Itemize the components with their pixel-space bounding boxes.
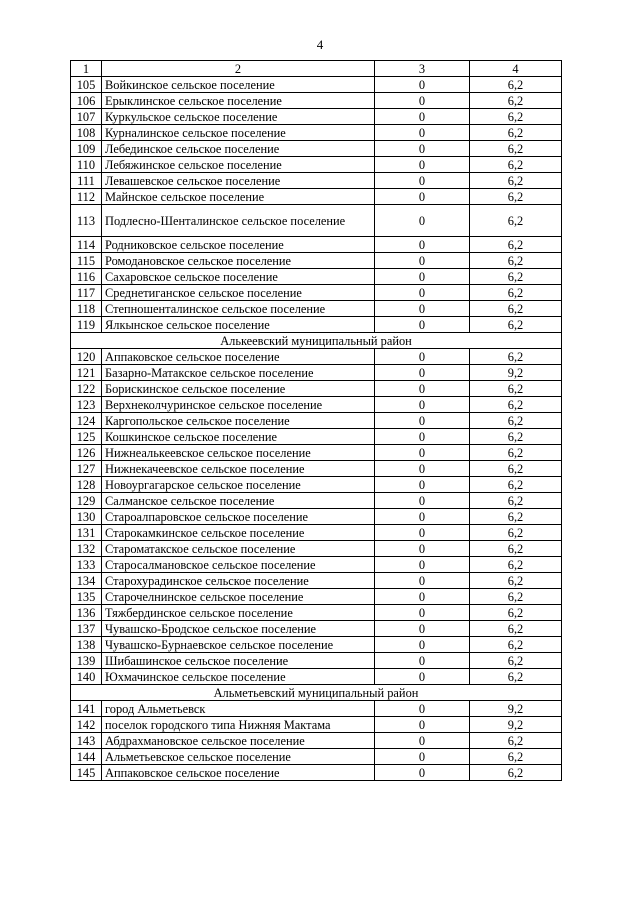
row-number: 134 — [71, 573, 102, 589]
row-number: 145 — [71, 765, 102, 781]
value-col-4: 6,2 — [470, 253, 562, 269]
value-col-4: 6,2 — [470, 541, 562, 557]
table-row — [71, 733, 562, 749]
value-col-3: 0 — [375, 205, 470, 237]
value-col-3: 0 — [375, 541, 470, 557]
value-col-4: 6,2 — [470, 653, 562, 669]
value-col-3: 0 — [375, 445, 470, 461]
settlement-name: Ромодановское сельское поселение — [102, 253, 375, 269]
row-number: 131 — [71, 525, 102, 541]
value-col-4: 6,2 — [470, 189, 562, 205]
table-row — [71, 445, 562, 461]
row-number: 128 — [71, 477, 102, 493]
settlement-name: Ялкынское сельское поселение — [102, 317, 375, 333]
row-number: 115 — [71, 253, 102, 269]
settlement-name: Тяжбердинское сельское поселение — [102, 605, 375, 621]
settlement-name: Лебяжинское сельское поселение — [102, 157, 375, 173]
value-col-4: 6,2 — [470, 237, 562, 253]
settlement-name: Нижнекачеевское сельское поселение — [102, 461, 375, 477]
value-col-3: 0 — [375, 285, 470, 301]
settlement-rates-table — [70, 60, 562, 781]
settlement-name: Верхнеколчуринское сельское поселение — [102, 397, 375, 413]
row-number: 107 — [71, 109, 102, 125]
value-col-3: 0 — [375, 157, 470, 173]
value-col-4: 6,2 — [470, 125, 562, 141]
value-col-4: 6,2 — [470, 381, 562, 397]
value-col-4: 6,2 — [470, 141, 562, 157]
settlement-name: Кошкинское сельское поселение — [102, 429, 375, 445]
value-col-3: 0 — [375, 701, 470, 717]
table-row — [71, 493, 562, 509]
table-row — [71, 541, 562, 557]
row-number: 137 — [71, 621, 102, 637]
settlement-name: Степношенталинское сельское поселение — [102, 301, 375, 317]
table-row — [71, 621, 562, 637]
settlement-name: Аппаковское сельское поселение — [102, 765, 375, 781]
value-col-4: 6,2 — [470, 749, 562, 765]
table-row — [71, 381, 562, 397]
value-col-4: 6,2 — [470, 317, 562, 333]
row-number: 124 — [71, 413, 102, 429]
value-col-3: 0 — [375, 381, 470, 397]
value-col-4: 6,2 — [470, 285, 562, 301]
row-number: 143 — [71, 733, 102, 749]
settlement-name: Староматакское сельское поселение — [102, 541, 375, 557]
row-number: 117 — [71, 285, 102, 301]
value-col-3: 0 — [375, 93, 470, 109]
settlement-name: Каргопольское сельское поселение — [102, 413, 375, 429]
value-col-3: 0 — [375, 589, 470, 605]
row-number: 141 — [71, 701, 102, 717]
value-col-4: 6,2 — [470, 589, 562, 605]
settlement-name: Старосалмановское сельское поселение — [102, 557, 375, 573]
section-title: Алькеевский муниципальный район — [71, 333, 562, 349]
value-col-4: 6,2 — [470, 77, 562, 93]
row-number: 118 — [71, 301, 102, 317]
value-col-4: 6,2 — [470, 573, 562, 589]
value-col-4: 6,2 — [470, 605, 562, 621]
settlement-name: Курналинское сельское поселение — [102, 125, 375, 141]
section-title: Альметьевский муниципальный район — [71, 685, 562, 701]
table-row — [71, 429, 562, 445]
value-col-4: 9,2 — [470, 365, 562, 381]
value-col-3: 0 — [375, 605, 470, 621]
value-col-4: 6,2 — [470, 493, 562, 509]
settlement-name: Родниковское сельское поселение — [102, 237, 375, 253]
row-number: 127 — [71, 461, 102, 477]
table-row — [71, 589, 562, 605]
header-col-3: 3 — [375, 61, 470, 77]
row-number: 116 — [71, 269, 102, 285]
row-number: 106 — [71, 93, 102, 109]
value-col-3: 0 — [375, 413, 470, 429]
value-col-3: 0 — [375, 141, 470, 157]
value-col-4: 6,2 — [470, 461, 562, 477]
table-row — [71, 461, 562, 477]
table-row — [71, 397, 562, 413]
table-row — [71, 237, 562, 253]
table-row — [71, 205, 562, 237]
settlement-name: Майнское сельское поселение — [102, 189, 375, 205]
section-header-row — [71, 685, 562, 701]
settlement-name: Салманское сельское поселение — [102, 493, 375, 509]
value-col-3: 0 — [375, 557, 470, 573]
value-col-3: 0 — [375, 669, 470, 685]
table-row — [71, 509, 562, 525]
row-number: 140 — [71, 669, 102, 685]
table-row — [71, 93, 562, 109]
table-row — [71, 701, 562, 717]
settlement-name: город Альметьевск — [102, 701, 375, 717]
table-row — [71, 285, 562, 301]
settlement-name: Шибашинское сельское поселение — [102, 653, 375, 669]
settlement-name: Сахаровское сельское поселение — [102, 269, 375, 285]
row-number: 121 — [71, 365, 102, 381]
row-number: 120 — [71, 349, 102, 365]
settlement-name: Старочелнинское сельское поселение — [102, 589, 375, 605]
table-row — [71, 269, 562, 285]
table-row — [71, 669, 562, 685]
table-row — [71, 317, 562, 333]
settlement-name: поселок городского типа Нижняя Мактама — [102, 717, 375, 733]
settlement-name: Альметьевское сельское поселение — [102, 749, 375, 765]
row-number: 113 — [71, 205, 102, 237]
row-number: 114 — [71, 237, 102, 253]
header-col-2: 2 — [102, 61, 375, 77]
row-number: 133 — [71, 557, 102, 573]
value-col-4: 6,2 — [470, 669, 562, 685]
value-col-4: 6,2 — [470, 301, 562, 317]
value-col-4: 6,2 — [470, 157, 562, 173]
table-header-row — [71, 61, 562, 77]
value-col-4: 9,2 — [470, 701, 562, 717]
value-col-3: 0 — [375, 765, 470, 781]
settlement-name: Среднетиганское сельское поселение — [102, 285, 375, 301]
table-row — [71, 525, 562, 541]
row-number: 111 — [71, 173, 102, 189]
value-col-4: 6,2 — [470, 397, 562, 413]
table-row — [71, 749, 562, 765]
value-col-3: 0 — [375, 653, 470, 669]
settlement-name: Подлесно-Шенталинское сельское поселение — [102, 205, 375, 237]
table-row — [71, 637, 562, 653]
table-row — [71, 653, 562, 669]
value-col-3: 0 — [375, 349, 470, 365]
table-row — [71, 605, 562, 621]
value-col-3: 0 — [375, 525, 470, 541]
settlement-name: Войкинское сельское поселение — [102, 77, 375, 93]
settlement-name: Нижнеалькеевское сельское поселение — [102, 445, 375, 461]
row-number: 135 — [71, 589, 102, 605]
value-col-4: 6,2 — [470, 477, 562, 493]
value-col-4: 6,2 — [470, 509, 562, 525]
table-row — [71, 157, 562, 173]
settlement-name: Лебединское сельское поселение — [102, 141, 375, 157]
row-number: 136 — [71, 605, 102, 621]
value-col-3: 0 — [375, 717, 470, 733]
header-col-1: 1 — [71, 61, 102, 77]
row-number: 132 — [71, 541, 102, 557]
page-number: 4 — [316, 37, 324, 52]
table-row — [71, 141, 562, 157]
row-number: 112 — [71, 189, 102, 205]
value-col-3: 0 — [375, 493, 470, 509]
table-row — [71, 301, 562, 317]
table-row — [71, 349, 562, 365]
value-col-4: 6,2 — [470, 93, 562, 109]
value-col-4: 6,2 — [470, 733, 562, 749]
row-number: 125 — [71, 429, 102, 445]
row-number: 130 — [71, 509, 102, 525]
value-col-4: 6,2 — [470, 413, 562, 429]
settlement-name: Ерыклинское сельское поселение — [102, 93, 375, 109]
settlement-name: Левашевское сельское поселение — [102, 173, 375, 189]
row-number: 139 — [71, 653, 102, 669]
value-col-4: 6,2 — [470, 525, 562, 541]
value-col-3: 0 — [375, 397, 470, 413]
value-col-4: 6,2 — [470, 637, 562, 653]
header-col-4: 4 — [470, 61, 562, 77]
settlement-name: Куркульское сельское поселение — [102, 109, 375, 125]
value-col-3: 0 — [375, 749, 470, 765]
settlement-name: Чувашско-Бродское сельское поселение — [102, 621, 375, 637]
settlement-name: Чувашско-Бурнаевское сельское поселение — [102, 637, 375, 653]
value-col-3: 0 — [375, 573, 470, 589]
value-col-3: 0 — [375, 173, 470, 189]
settlement-name: Базарно-Матакское сельское поселение — [102, 365, 375, 381]
row-number: 144 — [71, 749, 102, 765]
table-row — [71, 77, 562, 93]
table-body — [71, 61, 562, 781]
value-col-3: 0 — [375, 301, 470, 317]
row-number: 105 — [71, 77, 102, 93]
value-col-3: 0 — [375, 253, 470, 269]
value-col-4: 6,2 — [470, 269, 562, 285]
value-col-4: 9,2 — [470, 717, 562, 733]
value-col-4: 6,2 — [470, 765, 562, 781]
row-number: 142 — [71, 717, 102, 733]
row-number: 122 — [71, 381, 102, 397]
value-col-3: 0 — [375, 621, 470, 637]
table-row — [71, 573, 562, 589]
value-col-4: 6,2 — [470, 557, 562, 573]
value-col-3: 0 — [375, 237, 470, 253]
row-number: 108 — [71, 125, 102, 141]
value-col-4: 6,2 — [470, 429, 562, 445]
value-col-3: 0 — [375, 365, 470, 381]
value-col-3: 0 — [375, 269, 470, 285]
row-number: 110 — [71, 157, 102, 173]
row-number: 129 — [71, 493, 102, 509]
row-number: 126 — [71, 445, 102, 461]
table-row — [71, 253, 562, 269]
table-row — [71, 765, 562, 781]
table-row — [71, 557, 562, 573]
table-row — [71, 173, 562, 189]
value-col-3: 0 — [375, 189, 470, 205]
settlement-name: Борискинское сельское поселение — [102, 381, 375, 397]
value-col-4: 6,2 — [470, 109, 562, 125]
value-col-3: 0 — [375, 109, 470, 125]
value-col-4: 6,2 — [470, 445, 562, 461]
table-row — [71, 413, 562, 429]
row-number: 109 — [71, 141, 102, 157]
settlement-name: Абдрахмановское сельское поселение — [102, 733, 375, 749]
settlement-name: Юхмачинское сельское поселение — [102, 669, 375, 685]
table-row — [71, 477, 562, 493]
value-col-4: 6,2 — [470, 173, 562, 189]
value-col-4: 6,2 — [470, 621, 562, 637]
value-col-3: 0 — [375, 509, 470, 525]
value-col-4: 6,2 — [470, 205, 562, 237]
value-col-3: 0 — [375, 637, 470, 653]
row-number: 123 — [71, 397, 102, 413]
value-col-4: 6,2 — [470, 349, 562, 365]
value-col-3: 0 — [375, 733, 470, 749]
row-number: 138 — [71, 637, 102, 653]
settlement-name: Староалпаровское сельское поселение — [102, 509, 375, 525]
value-col-3: 0 — [375, 477, 470, 493]
value-col-3: 0 — [375, 77, 470, 93]
section-header-row — [71, 333, 562, 349]
table-row — [71, 109, 562, 125]
row-number: 119 — [71, 317, 102, 333]
value-col-3: 0 — [375, 125, 470, 141]
value-col-3: 0 — [375, 317, 470, 333]
table-row — [71, 125, 562, 141]
table-row — [71, 365, 562, 381]
settlement-name: Аппаковское сельское поселение — [102, 349, 375, 365]
settlement-name: Старохурадинское сельское поселение — [102, 573, 375, 589]
settlement-name: Новоургагарское сельское поселение — [102, 477, 375, 493]
settlement-name: Старокамкинское сельское поселение — [102, 525, 375, 541]
table-row — [71, 189, 562, 205]
value-col-3: 0 — [375, 429, 470, 445]
table-row — [71, 717, 562, 733]
value-col-3: 0 — [375, 461, 470, 477]
